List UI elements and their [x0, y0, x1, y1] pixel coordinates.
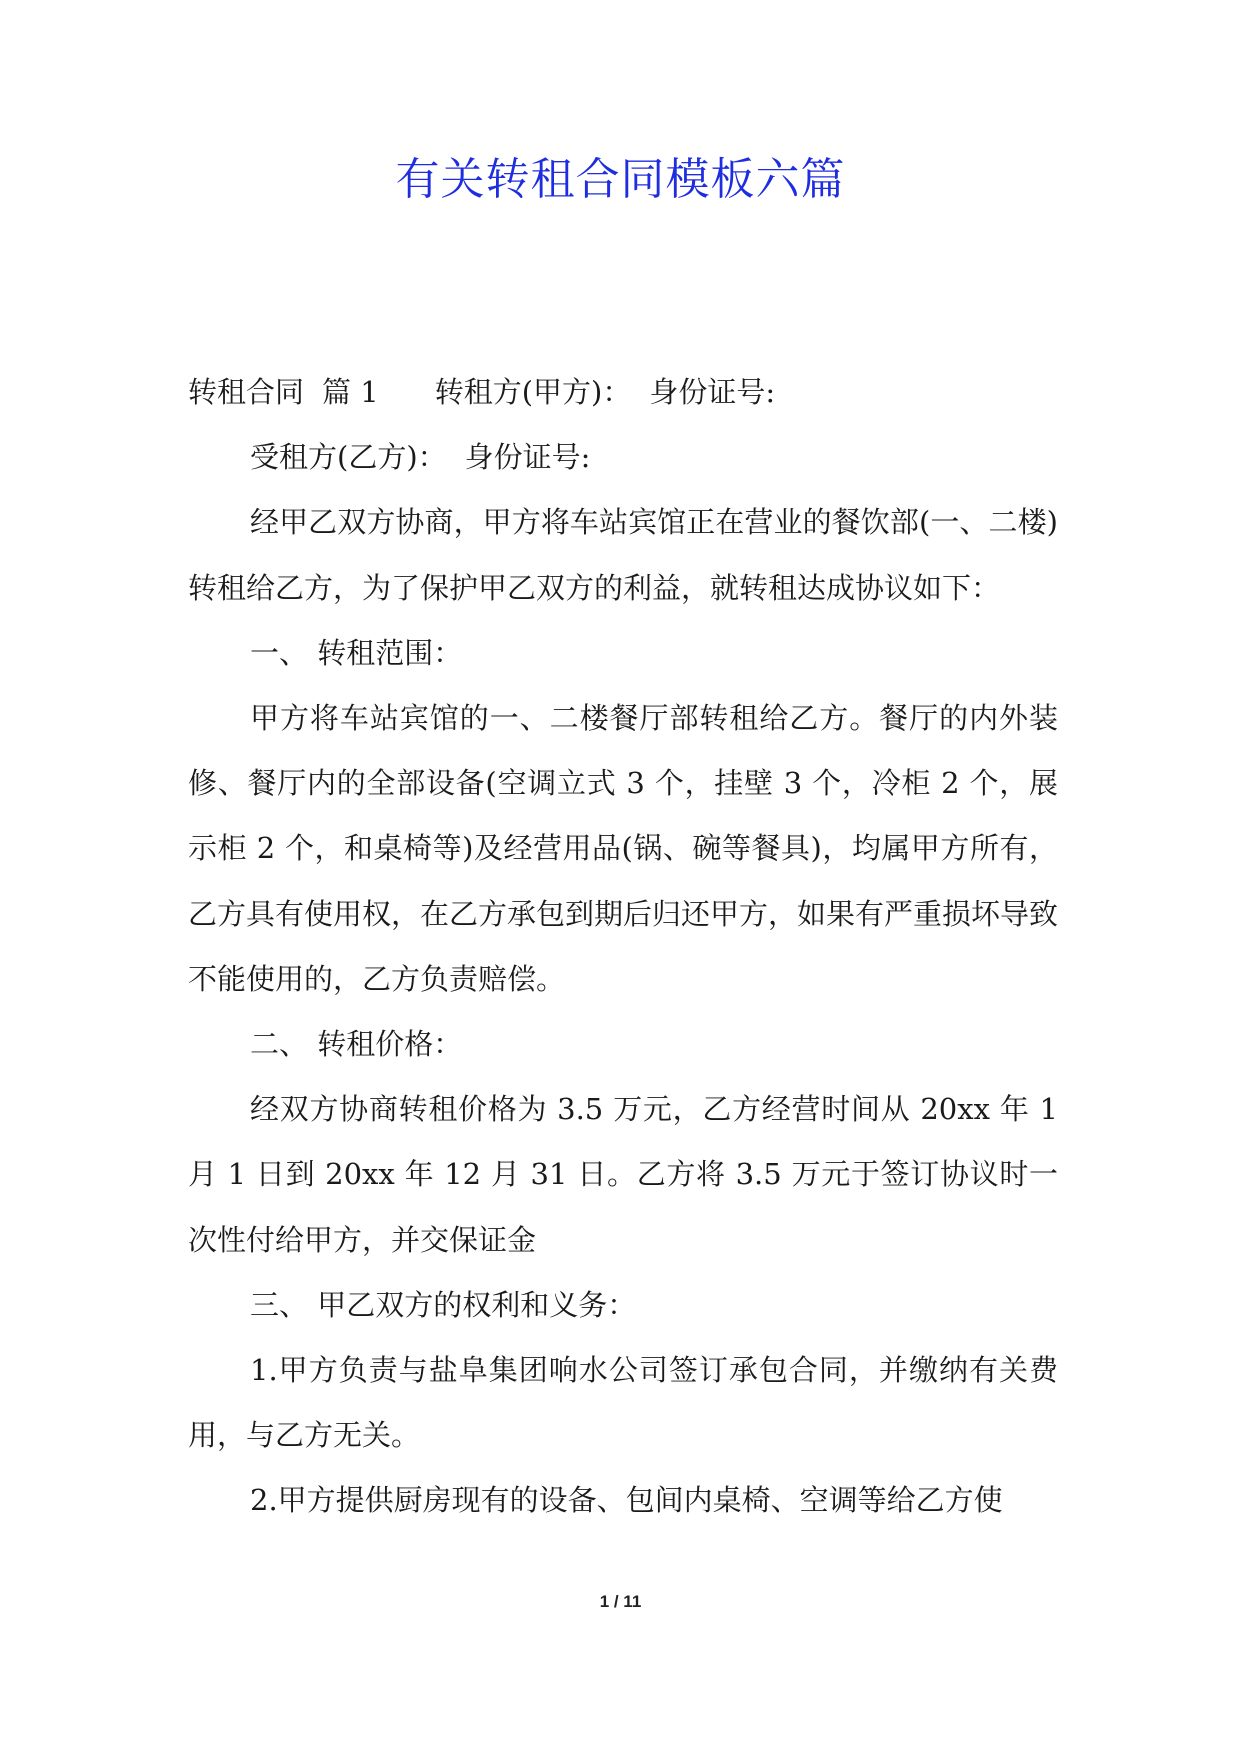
document-body — [188, 360, 1058, 1534]
sublessee-label: 受租方(乙方)： — [250, 440, 447, 475]
paragraph-scope: 甲方将车站宾馆的一、二楼餐厅部转租给乙方。餐厅的内外装修、餐厅内的全部设备(空调立式 3 个，挂壁 3 个，冷柜 2 个，展示柜 2 个，和桌椅等)及经营用品(锅、碗等餐具)，均属甲方所有，乙方具有使用权，在乙方承包到期后归还甲方，如果有严重损坏导致不能使用的，乙方负责赔偿。 — [188, 701, 1059, 996]
paragraph-agreement: 经甲乙双方协商，甲方将车站宾馆正在营业的餐饮部(一、二楼)转租给乙方，为了保护甲乙双方的利益，就转租达成协议如下： — [188, 505, 1058, 605]
intro-line-1 — [188, 360, 1058, 425]
intro-line-2 — [188, 425, 1058, 490]
contract-label: 转租合同 — [188, 375, 305, 409]
section-heading-scope: 一、 转租范围： — [250, 635, 463, 670]
paragraph-rights-2: 2.甲方提供厨房现有的设备、包间内桌椅、空调等给乙方使 — [250, 1483, 1003, 1518]
page-number: 1 / 11 — [599, 1592, 642, 1611]
piece-label: 篇 1 — [322, 375, 379, 409]
section-heading-rights: 三、 甲乙双方的权利和义务： — [250, 1287, 637, 1322]
section-heading-price: 二、 转租价格： — [250, 1027, 463, 1062]
document-title: 有关转租合同模板六篇 — [395, 154, 846, 205]
sublessor-label: 转租方(甲方)： — [434, 375, 632, 409]
sublessee-id-label: 身份证号: — [464, 440, 591, 475]
paragraph-rights-1: 1.甲方负责与盐阜集团响水公司签订承包合同，并缴纳有关费用，与乙方无关。 — [188, 1353, 1058, 1453]
sublessor-id-label: 身份证号: — [649, 375, 776, 409]
paragraph-price: 经双方协商转租价格为 3.5 万元，乙方经营时间从 20xx 年 1 月 1 日到 20xx 年 12 月 31 日。乙方将 3.5 万元于签订协议时一次性付给甲方，并交保证金 — [188, 1092, 1058, 1257]
